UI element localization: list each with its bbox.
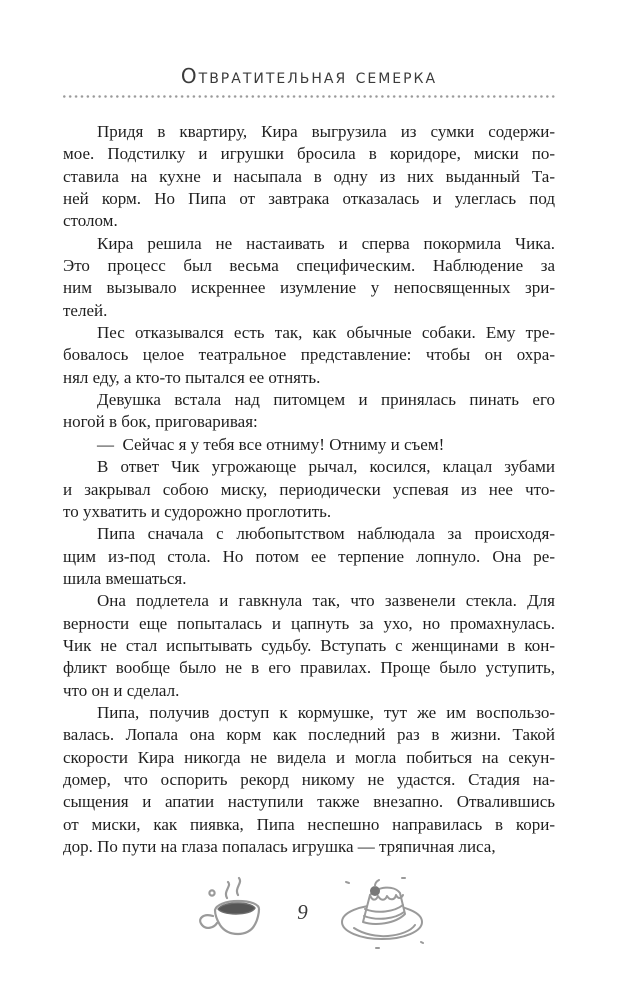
paragraph (63, 389, 555, 434)
paragraph-line: Пипа сначала с любопытством наблюдала за происходя- (97, 524, 555, 544)
paragraph-line: — Сейчас я у тебя все отниму! Отниму и съем! (97, 434, 445, 454)
paragraph-line: В ответ Чик угрожающе рычал, косился, клацал зубами (97, 457, 555, 477)
paragraph-line: ногой в бок, приговаривая: (63, 412, 258, 432)
paragraph-line: бовалось целое театральное представление: чтобы он охра- (63, 345, 555, 365)
paragraph-line: Придя в квартиру, Кира выгрузила из сумки содержи- (97, 122, 555, 141)
paragraph-line: щим из-под стола. Но потом ее терпение лопнуло. Она ре- (63, 546, 555, 566)
paragraph-line: Пес отказывался есть так, как обычные собаки. Ему тре- (97, 323, 555, 343)
paragraph-line: Кира решила не настаивать и сперва покормила Чика. (97, 233, 555, 253)
paragraph-line: скорости Кира никогда не видела и могла побиться на секун- (63, 747, 555, 767)
paragraph-line: домер, что оспорить рекорд никому не удастся. Стадия на- (63, 769, 555, 789)
paragraph-line: мое. Подстилку и игрушки бросила в коридоре, миски по- (63, 144, 555, 164)
paragraph-line: от миски, как пиявка, Пипа неспешно направилась в кори- (63, 814, 555, 834)
paragraph-line: верности еще попыталась и цапнуть за ухо, но промахнулась. (63, 613, 555, 633)
page-number: 9 (297, 899, 308, 924)
paragraph-line: шила вмешаться. (63, 568, 187, 588)
chapter-running-head: Отвратительная семерка (180, 64, 438, 88)
paragraph-line: фликт вообще было не в его правилах. Проще было уступить, (63, 658, 555, 678)
paragraph-line: что он и сделал. (63, 680, 180, 700)
paragraph-line: дор. По пути на глаза попалась игрушка — тряпичная лиса, (63, 837, 496, 856)
paragraph (63, 456, 555, 523)
paragraph (63, 322, 555, 389)
paragraph-line: ним вызывало искреннее изумление у непосвященных зри- (63, 278, 555, 298)
paragraph (63, 590, 555, 702)
paragraph (63, 434, 555, 456)
paragraph-line: столом. (63, 211, 118, 231)
paragraph (63, 523, 555, 590)
paragraph (63, 702, 555, 858)
paragraph-line: нял еду, а кто-то пытался ее отнять. (63, 367, 321, 387)
paragraph-line: то ухватить и судорожно проглотить. (63, 501, 332, 521)
paragraph-line: Это процесс был весьма специфическим. Наблюдение за (63, 256, 555, 276)
paragraph-line: Она подлетела и гавкнула так, что зазвенели стекла. Для (97, 591, 555, 611)
cake-slice-icon (332, 868, 430, 952)
paragraph-line: сыщения и апатии наступили также внезапно. Отвалившись (63, 792, 555, 812)
dotted-divider (63, 95, 555, 98)
paragraph-line: ней корм. Но Пипа от завтрака отказалась и улеглась под (63, 189, 555, 209)
paragraph-line: телей. (63, 300, 108, 320)
paragraph-line: и закрывал собою миску, периодически успевая из нее что- (63, 479, 555, 499)
paragraph-line: валась. Лопала она корм как последний раз в жизни. Такой (63, 725, 555, 745)
paragraph-line: Девушка встала над питомцем и принялась пинать его (97, 390, 555, 410)
page-footer (0, 868, 619, 952)
paragraph (63, 121, 555, 233)
paragraph (63, 233, 555, 322)
paragraph-line: Пипа, получив доступ к кормушке, тут же им воспользо- (97, 702, 555, 722)
paragraph-line: Чик не стал испытывать судьбу. Вступать с женщинами в кон- (63, 635, 555, 655)
paragraph-line: ставила на кухне и насыпала в одну из них выданный Та- (63, 166, 555, 186)
coffee-cup-icon (189, 871, 273, 949)
body-text (63, 121, 555, 858)
